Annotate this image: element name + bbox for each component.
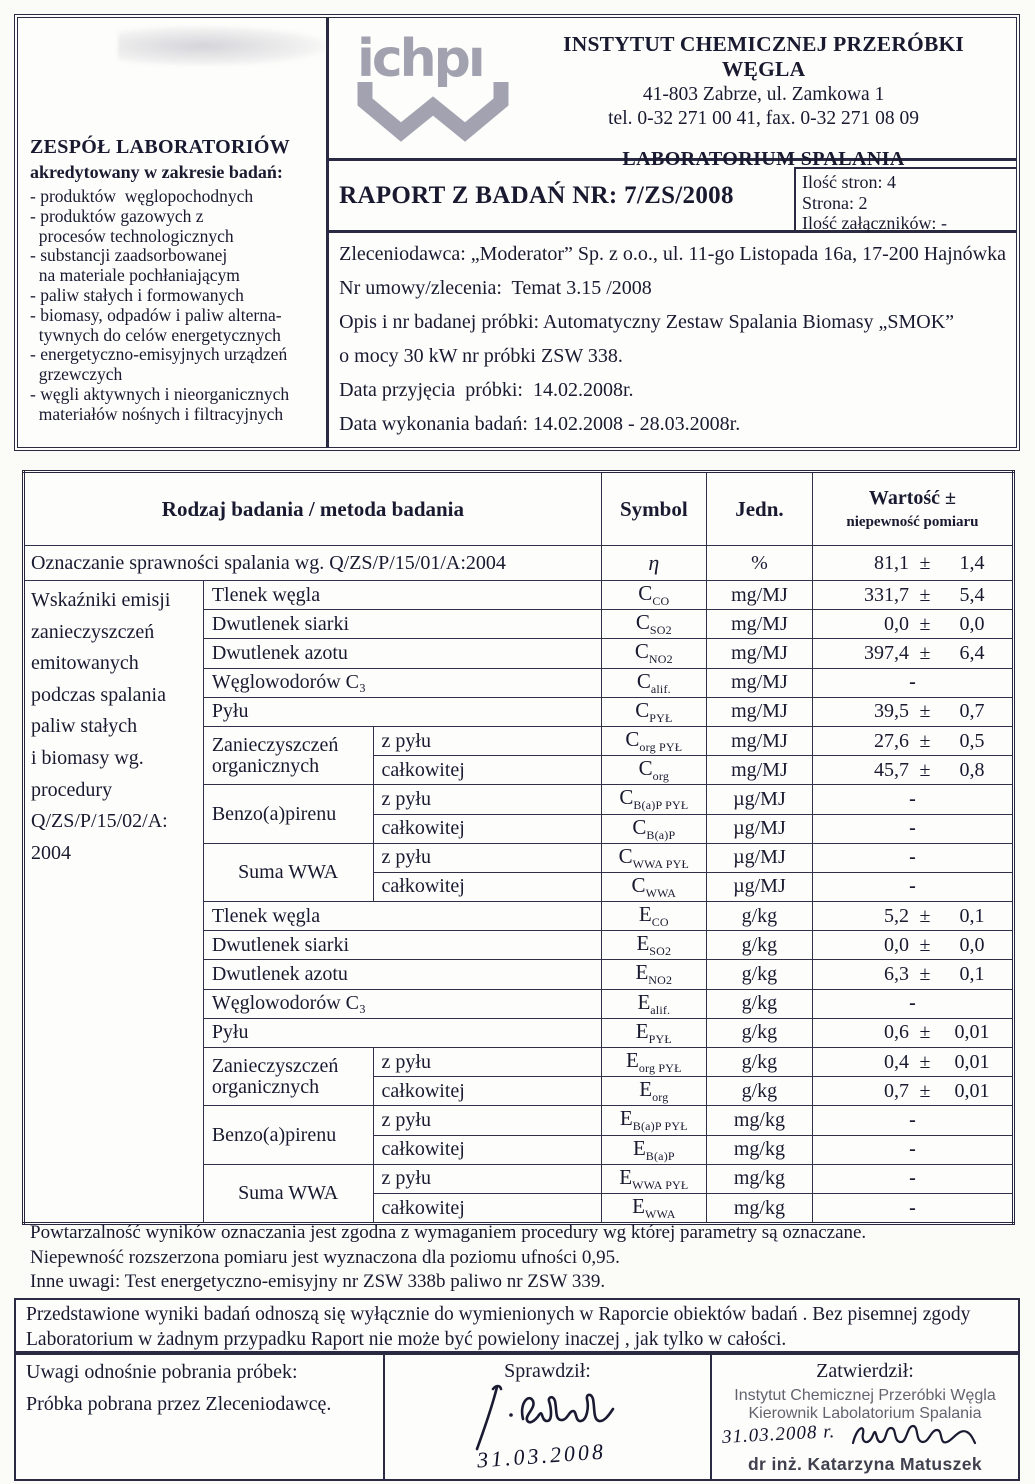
value-cell [812,1077,1013,1106]
symbol-cell: $C_{WWA PYŁ}$ [601,843,706,872]
value-number: 0,0 [883,933,909,956]
logo-letters: ichpı [357,29,483,89]
checked-date-handwritten: 31.03.2008 [476,1438,607,1473]
sidebar-scope-line: - biomasy, odpadów i paliw alterna- [30,304,282,325]
method-cell: całkowitej [373,872,601,901]
symbol-cell: $C_{SO2}$ [601,610,706,639]
ichpw-logo-icon [349,26,517,144]
uncertainty-number: 6,4 [959,641,985,664]
unit-cell: mg/kg [706,1106,812,1135]
sidebar-scope-line: - paliw stałych i formowanych [30,284,244,305]
value-cell [812,931,1013,960]
unit-cell: g/kg [706,1018,812,1047]
value-with-uncertainty [813,642,1012,665]
no-value-dash: - [909,817,916,840]
logo-w-shape [365,82,501,132]
procedure-group-line: paliw stałych [31,715,138,738]
value-cell [812,989,1013,1018]
plus-minus-sign: ± [919,729,931,752]
col-header-symbol: Symbol [601,472,706,546]
method-cell: z pyłu [373,1106,601,1135]
plus-minus-sign: ± [919,933,931,956]
unit-cell: µg/MJ [706,785,812,814]
value-cell [812,785,1013,814]
method-cell: Dwutlenek azotu [203,639,601,668]
unit-cell: µg/MJ [706,843,812,872]
symbol-cell: $C_{CO}$ [601,581,706,610]
institute-block [519,18,1016,170]
no-value-dash: - [909,992,916,1015]
uncertainty-number: 0,01 [954,1021,990,1044]
order-info-line: o mocy 30 kW nr próbki ZSW 338. [339,345,623,367]
unit-cell: g/kg [706,931,812,960]
method-cell: Pyłu [203,1018,601,1047]
result-row [24,581,1014,610]
uncertainty-number: 0,7 [959,700,985,723]
stamp-line: Kierownik Labolatorium Spalania [748,1405,982,1422]
method-cell: Zanieczyszczeń organicznych [203,1048,373,1106]
plus-minus-sign: ± [919,963,931,986]
approval-signature-row [722,1419,1012,1451]
value-cell [812,1135,1013,1164]
report-title-row [329,161,1016,233]
method-cell: Dwutlenek siarki [203,931,601,960]
value-cell [812,697,1013,726]
value-cell [812,546,1013,581]
institute-name: INSTYTUT CHEMICZNEJ PRZERÓBKI WĘGLA [563,32,964,81]
unit-cell: mg/kg [706,1193,812,1223]
method-cell: Oznaczanie sprawności spalania wg. Q/ZS/P/15/01/A:2004 [24,546,602,581]
col-header-value-line1: Wartość ± [868,487,956,509]
value-with-uncertainty [813,905,1012,928]
unit-cell: g/kg [706,1077,812,1106]
uncertainty-number: 0,1 [959,904,985,927]
approved-by-label: Zatwierdził: [816,1360,914,1382]
sidebar-scope-line: - węgli aktywnych i nieorganicznych [30,383,290,404]
value-cell [812,1164,1013,1193]
unit-cell: mg/kg [706,1164,812,1193]
sidebar-subtitle: akredytowany w zakresie badań: [30,162,283,182]
value-with-uncertainty [813,1080,1012,1103]
note-line: Niepewność rozszerzona pomiaru jest wyznaczona dla poziomu ufności 0,95. [30,1246,620,1268]
value-cell [812,902,1013,931]
plus-minus-sign: ± [919,700,931,723]
value-cell [812,581,1013,610]
plus-minus-sign: ± [919,1050,931,1073]
note-line: Powtarzalność wyników oznaczania jest zgodna z wymaganiem procedury wg której parametry są oznaczane. [30,1222,867,1243]
no-value-dash: - [909,1108,916,1131]
signature-table [14,1353,1020,1481]
sidebar-title: ZESPÓŁ LABORATORIÓW [30,136,291,158]
procedure-group-cell [24,581,204,1224]
sidebar-scope-line: grzewczych [30,364,123,385]
accreditation-sidebar [18,18,329,447]
scan-smudge [118,26,328,66]
sidebar-scope-list [30,187,320,425]
method-cell: Suma WWA [203,843,373,901]
symbol-cell: $E_{WWA PYŁ}$ [601,1164,706,1193]
unit-cell: g/kg [706,1048,812,1077]
notes-block [30,1221,1010,1295]
unit-cell: mg/MJ [706,726,812,755]
order-info-line: Nr umowy/zlecenia: Temat 3.15 /2008 [339,277,652,299]
value-with-uncertainty [813,700,1012,723]
header-right [329,18,1016,447]
method-cell: z pyłu [373,843,601,872]
plus-minus-sign: ± [919,551,931,574]
laboratory-name: LABORATORIUM SPALANIA [622,148,905,170]
value-cell [812,843,1013,872]
value-cell [812,756,1013,785]
plus-minus-sign: ± [919,904,931,927]
uncertainty-number: 0,1 [959,963,985,986]
approval-stamp [712,1387,1018,1423]
unit-cell: % [706,546,812,581]
symbol-cell: $C_{B(a)P}$ [601,814,706,843]
value-number: 331,7 [863,583,909,606]
method-cell: z pyłu [373,1048,601,1077]
unit-cell: mg/kg [706,1135,812,1164]
method-cell: całkowitej [373,1193,601,1223]
unit-cell: mg/MJ [706,756,812,785]
symbol-cell: $C_{B(a)P PYŁ}$ [601,785,706,814]
stamp-line: Instytut Chemicznej Przeróbki Węgla [734,1387,996,1404]
uncertainty-number: 0,5 [959,729,985,752]
value-number: 6,3 [883,963,909,986]
method-cell: całkowitej [373,1135,601,1164]
value-number: 0,4 [883,1050,909,1073]
no-value-dash: - [909,1196,916,1219]
value-with-uncertainty [813,1021,1012,1044]
results-table-body [24,546,1014,1224]
uncertainty-number: 0,01 [954,1079,990,1102]
value-with-uncertainty [813,963,1012,986]
institute-header [329,18,1016,170]
uncertainty-number: 5,4 [959,583,985,606]
symbol-cell: $E_{B(a)P}$ [601,1135,706,1164]
value-number: 397,4 [863,641,909,664]
symbol-cell: $E_{CO}$ [601,902,706,931]
no-value-dash: - [909,1167,916,1190]
symbol-cell: $C_{NO2}$ [601,639,706,668]
sidebar-scope-line: - energetyczno-emisyjnych urządzeń [30,344,288,365]
plus-minus-sign: ± [919,641,931,664]
value-cell [812,639,1013,668]
symbol-cell: $E_{SO2}$ [601,931,706,960]
unit-cell: mg/MJ [706,581,812,610]
symbol-cell: $E_{NO2}$ [601,960,706,989]
page-number: Strona: 2 [802,192,868,213]
order-info-line: Data wykonania badań: 14.02.2008 - 28.03.2008r. [339,413,741,435]
checked-by-label: Sprawdził: [504,1360,591,1382]
report-title: RAPORT Z BADAŃ NR: 7/ZS/2008 [339,181,734,209]
disclaimer-box: Przedstawione wyniki badań odnoszą się wyłącznie do wymienionych w Raporcie obiektów badań . Bez pisemnej zgody Laboratorium w żadnym przypadku Raport nie może być powielony inaczej , jak tylko w całości. [14,1298,1020,1353]
symbol-cell: $E_{org}$ [601,1077,706,1106]
unit-cell: mg/MJ [706,610,812,639]
value-cell [812,960,1013,989]
unit-cell: µg/MJ [706,814,812,843]
sidebar-scope-line: procesów technologicznych [30,225,234,246]
method-cell: całkowitej [373,1077,601,1106]
value-number: 0,0 [883,612,909,635]
value-cell [812,610,1013,639]
value-cell [812,1106,1013,1135]
col-header-value-line2: niepewność pomiaru [846,514,979,530]
symbol-cell: $E_{org PYŁ}$ [601,1048,706,1077]
value-with-uncertainty [813,613,1012,636]
sidebar-scope-line: - substancji zaadsorbowanej [30,245,228,266]
sampling-remarks-cell [16,1355,385,1479]
unit-cell: mg/MJ [706,668,812,697]
value-with-uncertainty [813,584,1012,607]
method-cell: całkowitej [373,756,601,785]
method-cell: z pyłu [373,726,601,755]
method-cell: Węglowodorów C₃ [203,668,601,697]
no-value-dash: - [909,787,916,810]
checked-by-cell [385,1355,712,1479]
col-header-value [812,472,1013,546]
note-line: Inne uwagi: Test energetyczno-emisyjny nr ZSW 338b paliwo nr ZSW 339. [30,1271,606,1292]
value-number: 27,6 [873,729,909,752]
procedure-group-line: podczas spalania [31,683,166,706]
header-box [14,14,1020,451]
value-cell [812,668,1013,697]
col-header-unit: Jedn. [706,472,812,546]
method-cell: Dwutlenek siarki [203,610,601,639]
value-with-uncertainty [813,759,1012,782]
unit-cell: µg/MJ [706,872,812,901]
value-cell [812,1193,1013,1223]
value-cell [812,1048,1013,1077]
method-cell: Tlenek węgla [203,902,601,931]
uncertainty-number: 0,0 [959,612,985,635]
value-with-uncertainty [813,552,1012,575]
approved-name: dr inż. Katarzyna Matuszek [747,1454,983,1474]
institute-phone: tel. 0-32 271 00 41, fax. 0-32 271 08 09 [608,108,920,129]
method-cell: Węglowodorów C₃ [203,989,601,1018]
value-number: 0,7 [883,1079,909,1102]
ichpw-logo [329,18,519,158]
plus-minus-sign: ± [919,1079,931,1102]
procedure-group-line: emitowanych [31,652,139,675]
order-info [329,233,1016,447]
table-header-row [24,472,1014,546]
approved-date-handwritten: 31.03.2008 r. [721,1421,836,1448]
no-value-dash: - [909,846,916,869]
procedure-group-line: 2004 [31,841,71,864]
no-value-dash: - [909,671,916,694]
pages-count: Ilość stron: 4 [802,172,896,192]
unit-cell: g/kg [706,989,812,1018]
symbol-cell: $C_{WWA}$ [601,872,706,901]
procedure-group-line: Wskaźniki emisji [31,589,171,611]
sidebar-scope-line: - produktów gazowych z [30,205,204,226]
symbol-cell: η [601,546,706,581]
sidebar-scope-line: materiałów nośnych i filtracyjnych [30,403,284,424]
unit-cell: g/kg [706,902,812,931]
value-cell [812,1018,1013,1047]
procedure-group-line: zanieczyszczeń [31,620,155,643]
unit-cell: mg/MJ [706,697,812,726]
uncertainty-number: 0,8 [959,758,985,781]
uncertainty-number: 0,0 [959,933,985,956]
checked-signature-icon [463,1381,633,1451]
method-cell: Suma WWA [203,1164,373,1223]
symbol-cell: $C_{org PYŁ}$ [601,726,706,755]
symbol-cell: $E_{WWA}$ [601,1193,706,1223]
sampling-remarks-text: Próbka pobrana przez Zleceniodawcę. [26,1393,332,1415]
method-cell: Zanieczyszczeń organicznych [203,726,373,784]
symbol-cell: $E_{alif.}$ [601,989,706,1018]
method-cell: Tlenek węgla [203,581,601,610]
value-cell [812,726,1013,755]
unit-cell: mg/MJ [706,639,812,668]
method-cell: Benzo(a)pirenu [203,1106,373,1164]
sampling-remarks-title: Uwagi odnośnie pobrania próbek: [26,1361,298,1383]
symbol-cell: $C_{PYŁ}$ [601,697,706,726]
value-cell [812,814,1013,843]
pages-box [794,167,1016,233]
sidebar-scope-line: - produktów węglopochodnych [30,186,254,206]
method-cell: z pyłu [373,1164,601,1193]
order-info-line: Data przyjęcia próbki: 14.02.2008r. [339,379,634,401]
symbol-cell: $E_{B(a)P PYŁ}$ [601,1106,706,1135]
method-cell: Pyłu [203,697,601,726]
institute-address: 41-803 Zabrze, ul. Zamkowa 1 [642,84,885,105]
procedure-group-line: Q/ZS/P/15/02/A: [31,810,168,833]
order-info-line: Opis i nr badanej próbki: Automatyczny Zestaw Spalania Biomasy „SMOK” [339,311,955,333]
procedure-group-line: procedury [31,778,113,801]
unit-cell: g/kg [706,960,812,989]
method-cell: Dwutlenek azotu [203,960,601,989]
value-number: 5,2 [883,904,909,927]
method-cell: całkowitej [373,814,601,843]
value-number: 39,5 [873,700,909,723]
value-with-uncertainty [813,730,1012,753]
plus-minus-sign: ± [919,612,931,635]
uncertainty-number: 0,01 [954,1050,990,1073]
sidebar-scope-line: tywnych do celów energetycznych [30,324,281,345]
result-row [24,546,1014,581]
no-value-dash: - [909,1138,916,1161]
method-cell: Benzo(a)pirenu [203,785,373,843]
approved-signature-icon [849,1419,979,1451]
plus-minus-sign: ± [919,583,931,606]
approved-by-cell [712,1355,1018,1479]
attachments-count: Ilość załączników: - [802,213,947,233]
plus-minus-sign: ± [919,1021,931,1044]
procedure-group-line: i biomasy wg. [31,746,144,769]
value-number: 81,1 [873,551,909,574]
order-info-line: Zleceniodawca: „Moderator” Sp. z o.o., ul. 11-go Listopada 16a, 17-200 Hajnówka [339,243,1006,265]
value-number: 45,7 [873,758,909,781]
no-value-dash: - [909,875,916,898]
value-number: 0,6 [883,1021,909,1044]
value-with-uncertainty [813,1051,1012,1074]
plus-minus-sign: ± [919,758,931,781]
method-cell: z pyłu [373,785,601,814]
col-header-method: Rodzaj badania / metoda badania [24,472,602,546]
symbol-cell: $C_{alif.}$ [601,668,706,697]
symbol-cell: $E_{PYŁ}$ [601,1018,706,1047]
symbol-cell: $C_{org}$ [601,756,706,785]
sidebar-scope-line: na materiale pochłaniającym [30,265,240,286]
value-with-uncertainty [813,934,1012,957]
uncertainty-number: 1,4 [959,551,985,574]
results-table [22,470,1015,1225]
value-cell [812,872,1013,901]
